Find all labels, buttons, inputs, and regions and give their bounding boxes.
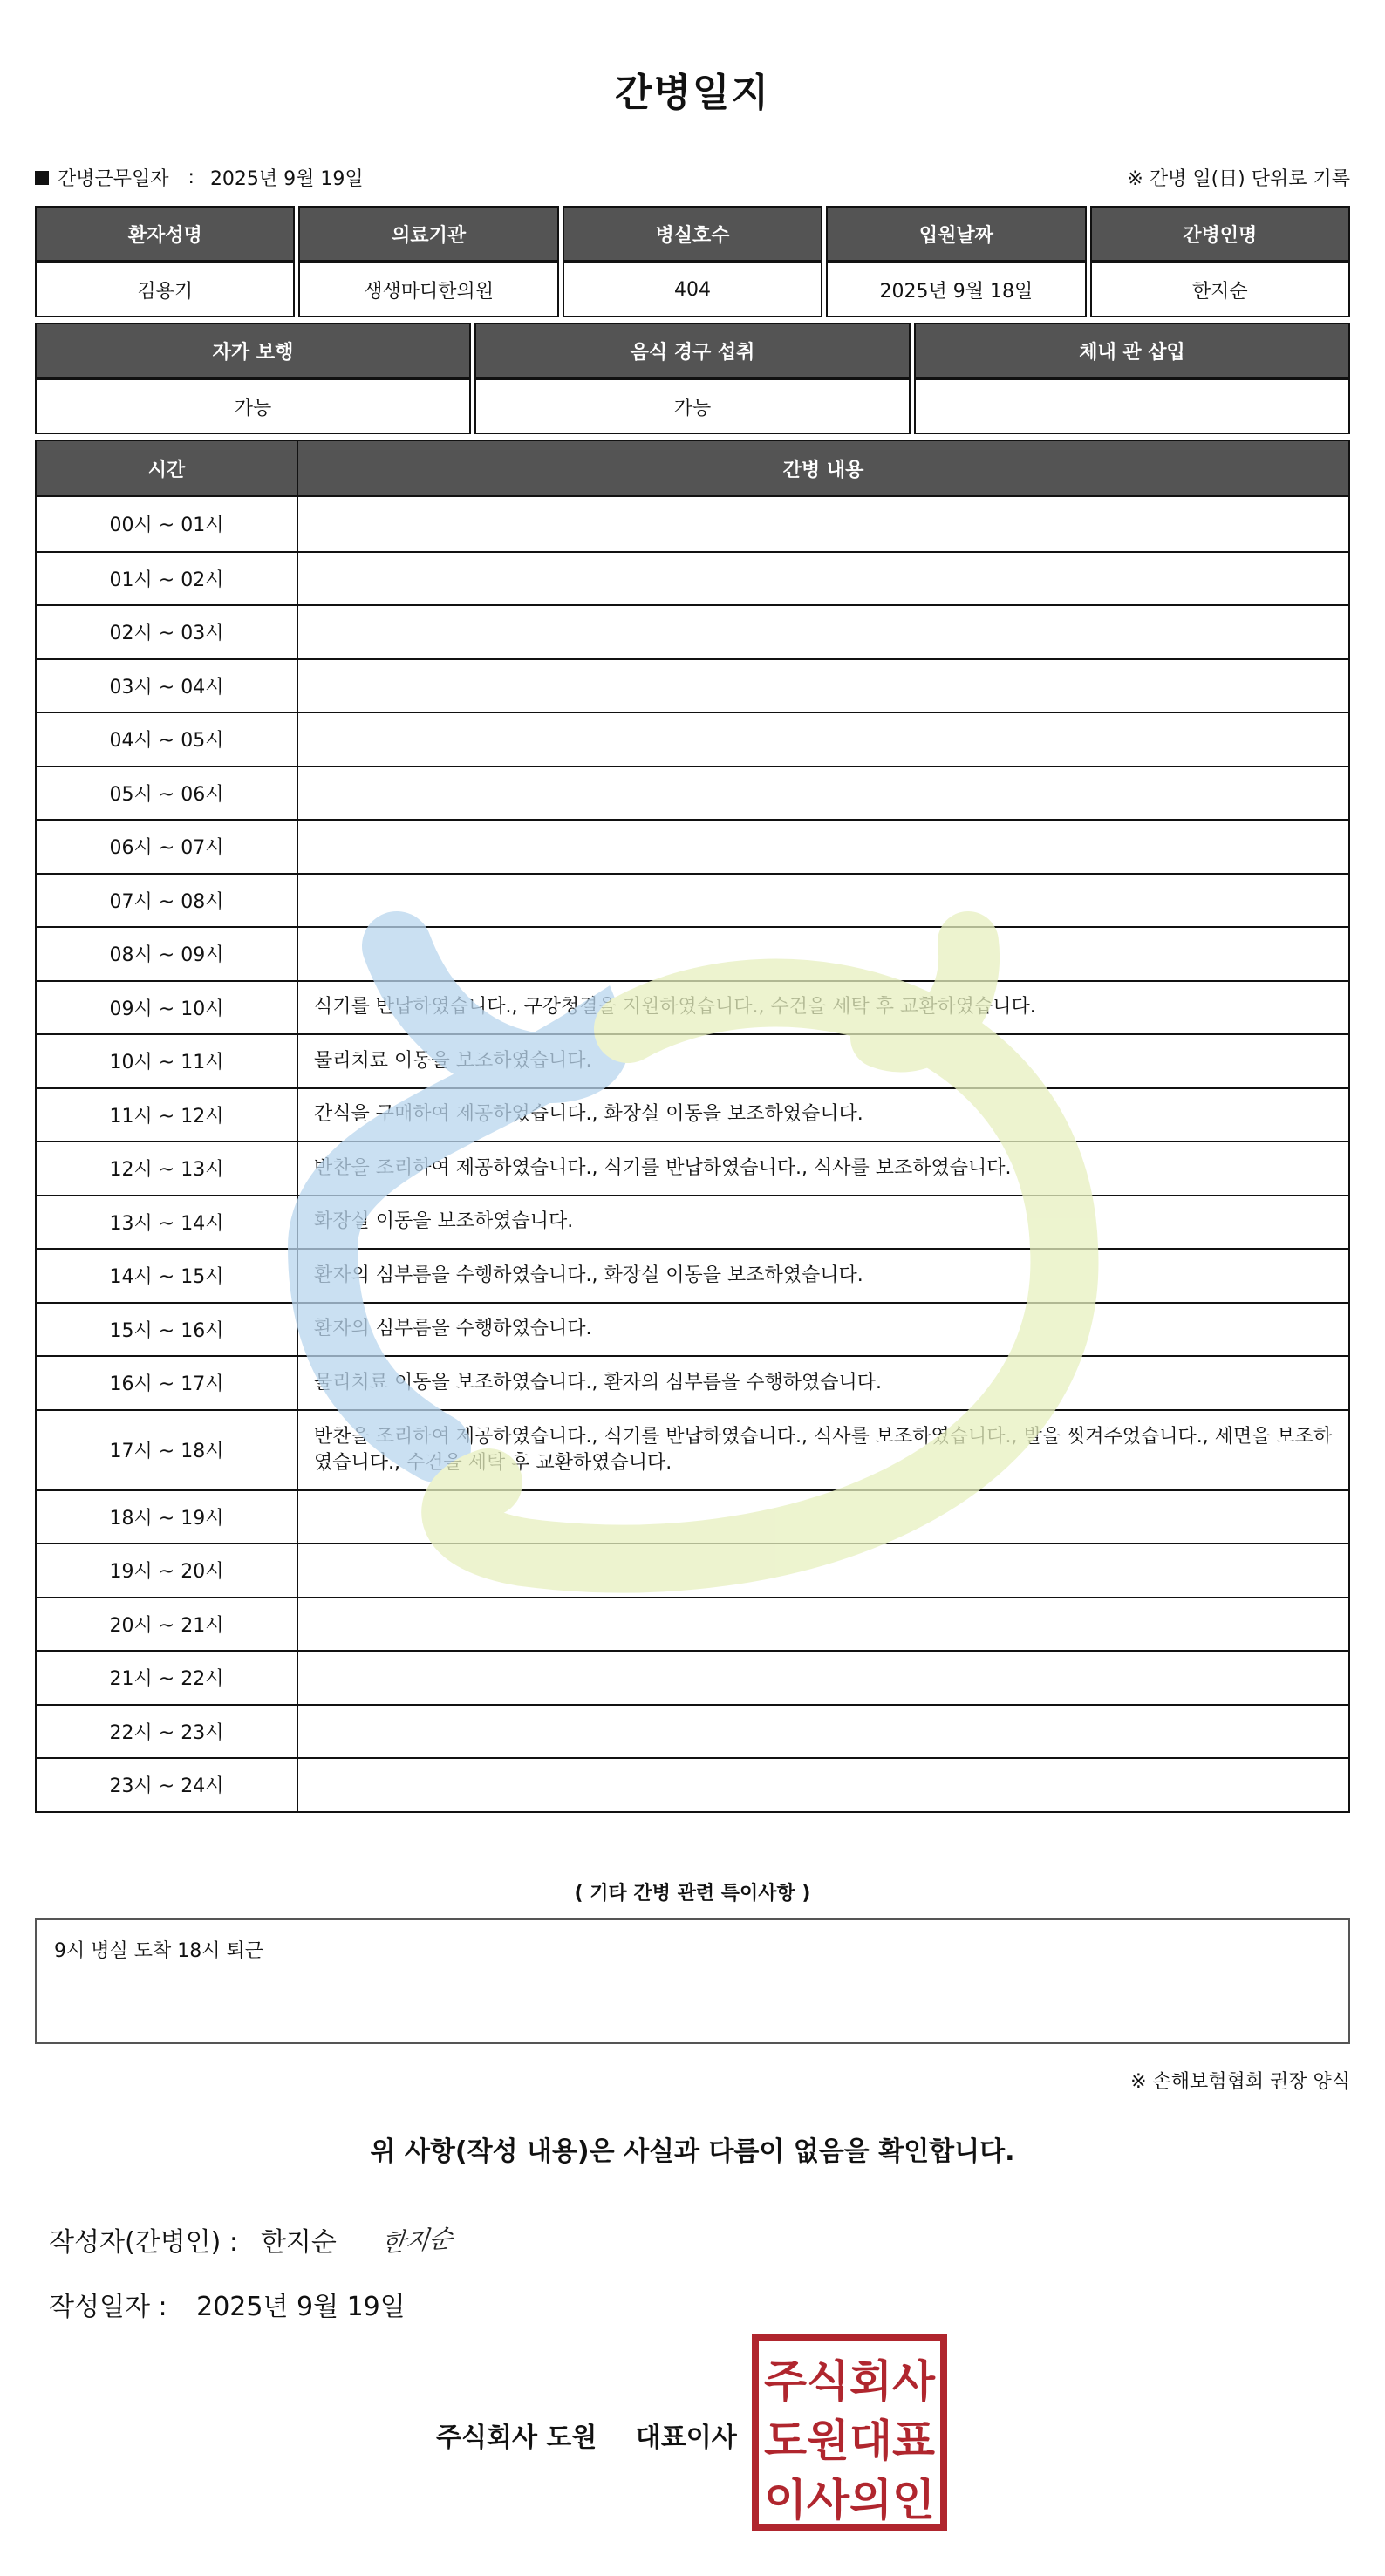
header-time: 시간 (37, 441, 298, 495)
room-number: 404 (563, 262, 822, 317)
care-log-content (298, 1544, 1348, 1597)
care-log-time: 06시 ~ 07시 (37, 821, 298, 873)
care-log-row (37, 1650, 1348, 1704)
care-log-time: 17시 ~ 18시 (37, 1411, 298, 1489)
status-header-row (35, 323, 1350, 378)
care-log-time: 13시 ~ 14시 (37, 1196, 298, 1249)
special-notes-title: ( 기타 간병 관련 특이사항 ) (574, 1883, 811, 1905)
care-log-content (298, 1759, 1348, 1811)
care-log-content (298, 1491, 1348, 1544)
header-tube-insertion: 체내 관 삽입 (914, 323, 1350, 378)
care-log-content (298, 928, 1348, 980)
patient-info-value-row (35, 262, 1350, 317)
care-log-table (35, 440, 1350, 1813)
care-log-row (37, 1302, 1348, 1356)
care-log-content (298, 713, 1348, 766)
header-oral-intake: 음식 경구 섭취 (474, 323, 911, 378)
writer-name: 한지순 (260, 2227, 337, 2258)
care-log-row (37, 497, 1348, 551)
care-log-content: 환자의 심부름을 수행하였습니다., 화장실 이동을 보조하였습니다. (314, 1264, 863, 1286)
patient-info-header-row (35, 206, 1350, 262)
care-log-row (37, 1409, 1348, 1489)
care-log-content: 물리치료 이동을 보조하였습니다. (314, 1049, 592, 1072)
header-walking: 자가 보행 (35, 323, 471, 378)
care-log-row (37, 1597, 1348, 1651)
care-log-time: 23시 ~ 24시 (37, 1759, 298, 1811)
care-log-row (37, 1704, 1348, 1758)
care-log-time: 11시 ~ 12시 (37, 1089, 298, 1141)
svg-text:이사의인: 이사의인 (764, 2475, 935, 2525)
care-log-content: 간식을 구매하여 제공하였습니다., 화장실 이동을 보조하였습니다. (314, 1103, 863, 1126)
representative-title: 대표이사 (635, 2423, 737, 2453)
care-log-time: 16시 ~ 17시 (37, 1357, 298, 1409)
care-log-content: 반찬을 조리하여 제공하였습니다., 식기를 반납하였습니다., 식사를 보조하였습니다. (314, 1156, 1012, 1179)
care-log-content (298, 660, 1348, 712)
care-log-time: 22시 ~ 23시 (37, 1706, 298, 1758)
writer-line (49, 2220, 453, 2259)
care-log-row (37, 1195, 1348, 1249)
care-log-content (298, 1652, 1348, 1704)
care-log-content (298, 875, 1348, 927)
care-log-time: 01시 ~ 02시 (37, 553, 298, 605)
header-care-content: 간병 내용 (782, 459, 864, 481)
care-log-content (298, 821, 1348, 873)
caregiver-name: 한지순 (1090, 262, 1350, 317)
care-log-time: 04시 ~ 05시 (37, 713, 298, 766)
care-log-content: 환자의 심부름을 수행하였습니다. (314, 1318, 592, 1340)
svg-text:도원대표: 도원대표 (764, 2416, 936, 2466)
work-date (35, 164, 364, 191)
care-log-time: 08시 ~ 09시 (37, 928, 298, 980)
association-note: ※ 손해보험협회 권장 양식 (1130, 2071, 1350, 2093)
company-line (436, 2416, 737, 2454)
care-log-time: 02시 ~ 03시 (37, 606, 298, 658)
header-admission-date: 입원날짜 (826, 206, 1086, 262)
care-log-time: 20시 ~ 21시 (37, 1598, 298, 1651)
walking-status: 가능 (35, 378, 471, 434)
care-log-row (37, 926, 1348, 980)
header-room: 병실호수 (563, 206, 822, 262)
header-caregiver: 간병인명 (1090, 206, 1350, 262)
company-seal (752, 2334, 947, 2531)
care-log-row (37, 1489, 1348, 1544)
care-log-row (37, 1087, 1348, 1141)
patient-status-table (35, 323, 1350, 434)
care-log-time: 00시 ~ 01시 (37, 497, 298, 551)
institution: 생생마디한의원 (298, 262, 558, 317)
care-log-row (37, 604, 1348, 658)
page-title: 간병일지 (614, 71, 770, 115)
care-log-content: 물리치료 이동을 보조하였습니다., 환자의 심부름을 수행하였습니다. (314, 1371, 883, 1394)
care-log-row (37, 766, 1348, 820)
unit-note: ※ 간병 일(日) 단위로 기록 (1127, 168, 1350, 190)
header-institution: 의료기관 (298, 206, 558, 262)
care-log-time: 15시 ~ 16시 (37, 1304, 298, 1356)
care-log-time: 21시 ~ 22시 (37, 1652, 298, 1704)
work-date-value: 2025년 9월 19일 (209, 168, 364, 190)
care-log-row (37, 712, 1348, 766)
care-log-row (37, 980, 1348, 1034)
care-log-time: 12시 ~ 13시 (37, 1142, 298, 1195)
status-value-row (35, 378, 1350, 434)
care-log-time: 07시 ~ 08시 (37, 875, 298, 927)
care-log-content (298, 553, 1348, 605)
care-log-content (298, 767, 1348, 820)
care-log-time: 09시 ~ 10시 (37, 982, 298, 1034)
care-log-row (37, 551, 1348, 605)
care-log-header-row (37, 441, 1348, 497)
special-notes-text: 9시 병실 도착 18시 퇴근 (54, 1940, 263, 1962)
care-log-content (298, 606, 1348, 658)
write-date-value: 2025년 9월 19일 (196, 2292, 406, 2322)
care-log-time: 18시 ~ 19시 (37, 1491, 298, 1544)
care-log-time: 03시 ~ 04시 (37, 660, 298, 712)
care-log-time: 14시 ~ 15시 (37, 1250, 298, 1302)
care-log-row (37, 1033, 1348, 1087)
oral-intake-status: 가능 (474, 378, 911, 434)
care-log-row (37, 658, 1348, 712)
care-log-time: 05시 ~ 06시 (37, 767, 298, 820)
patient-name: 김용기 (35, 262, 295, 317)
write-date-label: 작성일자 : (49, 2292, 167, 2322)
care-log-time: 10시 ~ 11시 (37, 1035, 298, 1087)
patient-info-table (35, 206, 1350, 317)
writer-label: 작성자(간병인) : (49, 2227, 238, 2258)
bullet-square-icon (35, 171, 49, 185)
care-log-content: 식기를 반납하였습니다., 구강청결을 지원하였습니다., 수건을 세탁 후 교환하였습니다. (314, 996, 1036, 1019)
care-log-row (37, 873, 1348, 927)
care-log-row (37, 819, 1348, 873)
care-log-row (37, 1141, 1348, 1195)
work-date-separator: : (188, 167, 194, 188)
care-log-content (298, 497, 1348, 551)
special-notes-box (35, 1918, 1350, 2044)
tube-insertion-status (914, 378, 1350, 434)
care-log-content (298, 1598, 1348, 1651)
care-log-row (37, 1543, 1348, 1597)
header-patient-name: 환자성명 (35, 206, 295, 262)
work-date-label: 간병근무일자 (58, 168, 169, 190)
care-log-time: 19시 ~ 20시 (37, 1544, 298, 1597)
care-log-content (298, 1706, 1348, 1758)
care-log-row (37, 1757, 1348, 1811)
svg-text:주식회사: 주식회사 (764, 2356, 936, 2407)
company-name: 주식회사 도원 (436, 2423, 597, 2453)
care-log-row (37, 1355, 1348, 1409)
confirmation-statement: 위 사항(작성 내용)은 사실과 다름이 없음을 확인합니다. (370, 2136, 1015, 2167)
write-date-line (49, 2285, 406, 2323)
care-log-content: 화장실 이동을 보조하였습니다. (314, 1210, 574, 1233)
writer-signature: 한지순 (380, 2224, 454, 2259)
admission-date: 2025년 9월 18일 (826, 262, 1086, 317)
care-log-row (37, 1248, 1348, 1302)
care-log-content: 반찬을 조리하여 제공하였습니다., 식기를 반납하였습니다., 식사를 보조하였습니다., 발을 씻겨주었습니다., 세면을 보조하였습니다., 수건을 세탁 후 교환하였습니다. (314, 1425, 1333, 1474)
